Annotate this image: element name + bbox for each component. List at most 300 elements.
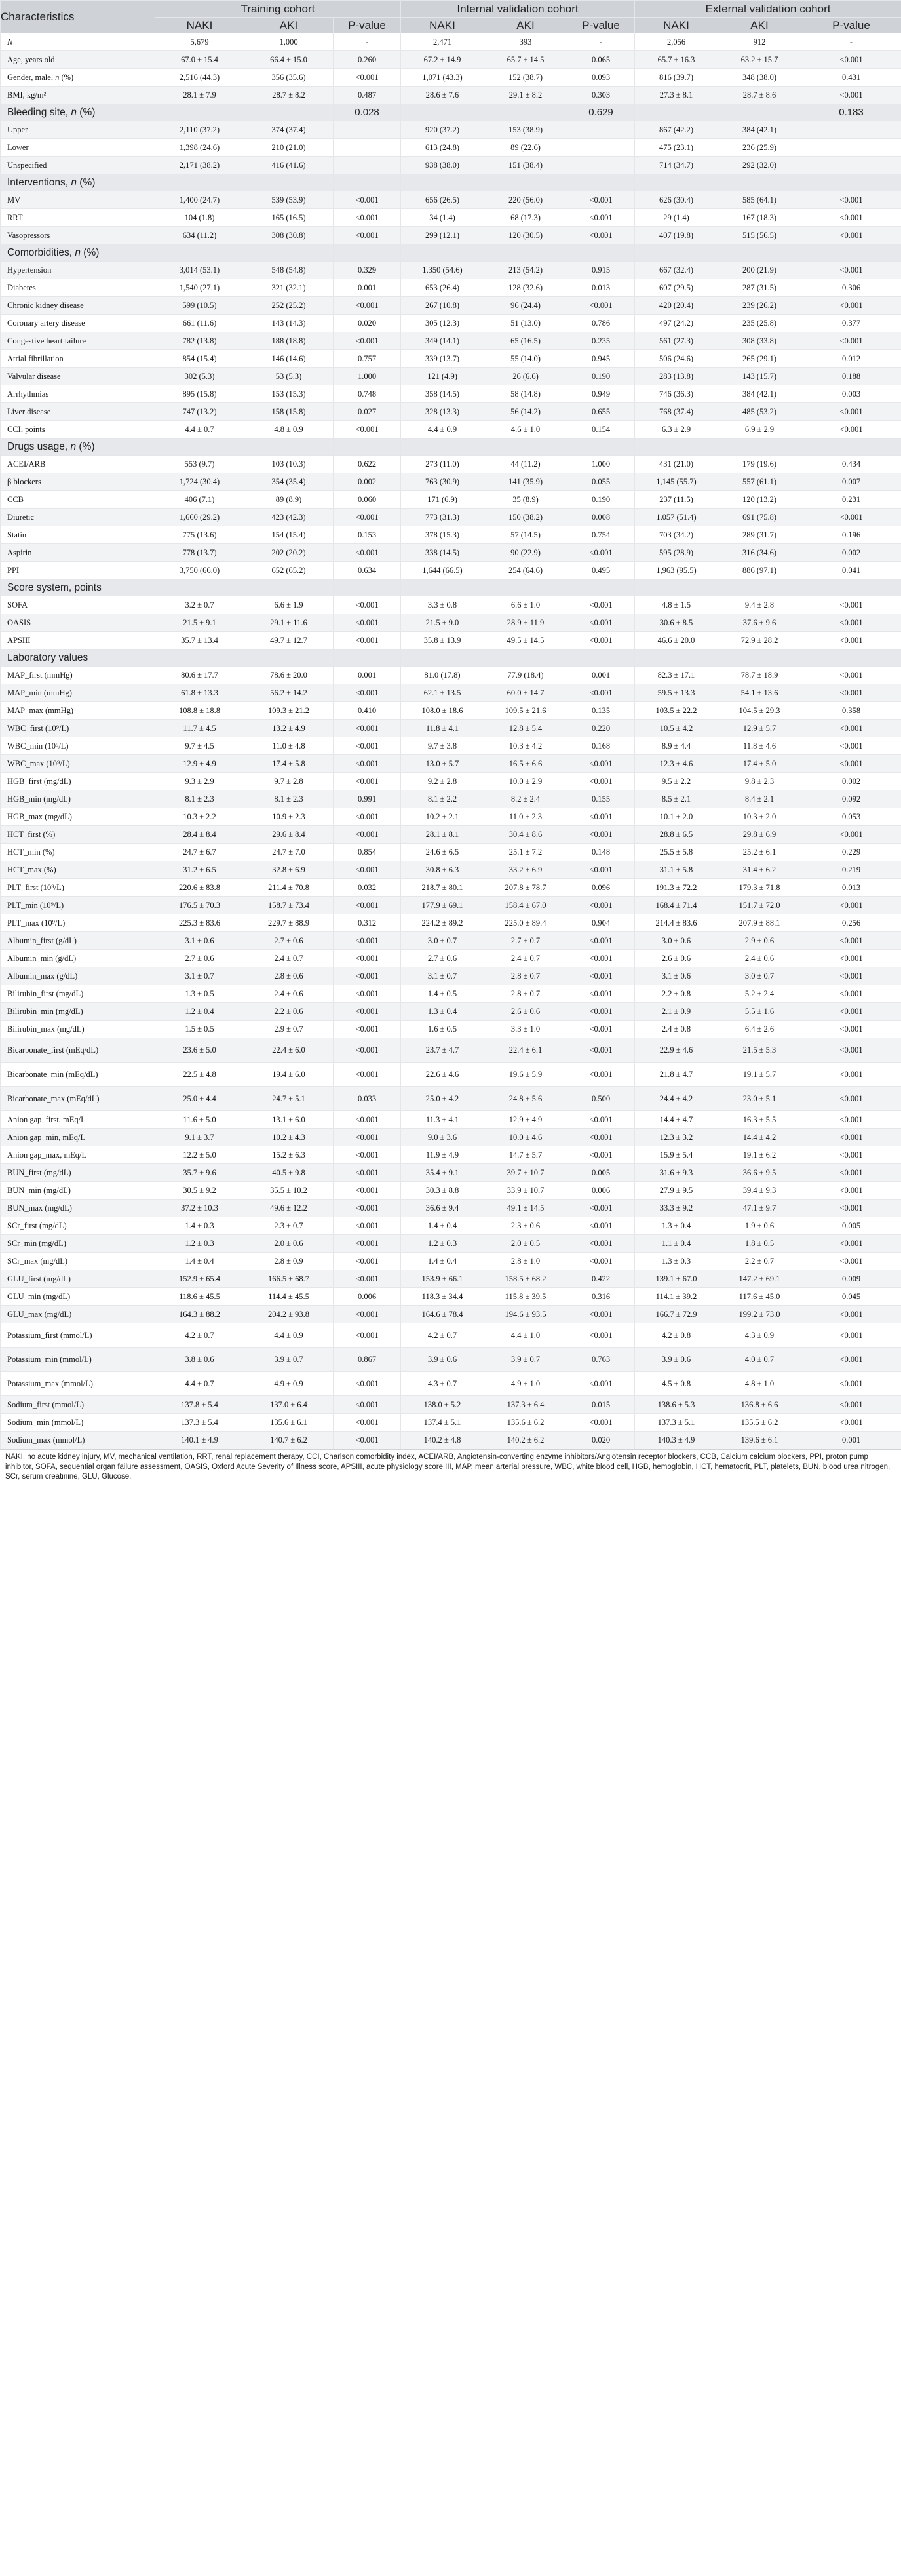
value-cell: 224.2 ± 89.2 bbox=[401, 914, 484, 932]
table-row bbox=[1, 262, 901, 279]
value-cell: 1.3 ± 0.5 bbox=[155, 985, 244, 1003]
row-label: BUN_first (mg/dL) bbox=[1, 1164, 155, 1182]
value-cell: 39.4 ± 9.3 bbox=[718, 1182, 801, 1200]
p-value-cell: <0.001 bbox=[801, 421, 901, 439]
table-header bbox=[1, 1, 901, 33]
value-cell: 151.7 ± 72.0 bbox=[718, 897, 801, 914]
value-cell: 747 (13.2) bbox=[155, 403, 244, 421]
value-cell: 1.4 ± 0.3 bbox=[155, 1217, 244, 1235]
p-value-cell: 0.155 bbox=[567, 790, 635, 808]
p-value-cell: 0.500 bbox=[567, 1087, 635, 1111]
value-cell bbox=[244, 244, 334, 262]
p-value-cell: <0.001 bbox=[567, 808, 635, 826]
value-cell: 152.9 ± 65.4 bbox=[155, 1270, 244, 1288]
value-cell: 8.1 ± 2.3 bbox=[244, 790, 334, 808]
value-cell: 265 (29.1) bbox=[718, 350, 801, 368]
p-value-cell: <0.001 bbox=[334, 1253, 401, 1270]
p-value-cell: 0.229 bbox=[801, 844, 901, 861]
p-value-cell: 0.377 bbox=[801, 315, 901, 332]
value-cell: 703 (34.2) bbox=[635, 526, 718, 544]
value-cell: 32.8 ± 6.9 bbox=[244, 861, 334, 879]
p-value-cell: 0.991 bbox=[334, 790, 401, 808]
p-value-cell bbox=[567, 174, 635, 191]
value-cell: 207.8 ± 78.7 bbox=[484, 879, 567, 897]
value-cell: 746 (36.3) bbox=[635, 385, 718, 403]
value-cell: 9.0 ± 3.6 bbox=[401, 1129, 484, 1146]
table-row bbox=[1, 1038, 901, 1063]
value-cell: 557 (61.1) bbox=[718, 473, 801, 491]
value-cell: 2.8 ± 0.7 bbox=[484, 967, 567, 985]
value-cell: 49.6 ± 12.2 bbox=[244, 1200, 334, 1217]
table-row bbox=[1, 861, 901, 879]
value-cell: 2.7 ± 0.7 bbox=[484, 932, 567, 950]
value-cell: 137.8 ± 5.4 bbox=[155, 1396, 244, 1414]
value-cell: 4.0 ± 0.7 bbox=[718, 1348, 801, 1372]
table-row bbox=[1, 826, 901, 844]
value-cell: 138.0 ± 5.2 bbox=[401, 1396, 484, 1414]
value-cell: 653 (26.4) bbox=[401, 279, 484, 297]
value-cell bbox=[484, 579, 567, 596]
value-cell bbox=[155, 244, 244, 262]
row-label: Albumin_min (g/dL) bbox=[1, 950, 155, 967]
p-value-cell: <0.001 bbox=[801, 737, 901, 755]
table-row bbox=[1, 139, 901, 157]
p-value-cell: <0.001 bbox=[334, 1323, 401, 1348]
table-row bbox=[1, 1414, 901, 1432]
row-label: PLT_first (10⁹/L) bbox=[1, 879, 155, 897]
table-row bbox=[1, 1372, 901, 1396]
row-label: RRT bbox=[1, 209, 155, 227]
row-label: Liver disease bbox=[1, 403, 155, 421]
value-cell: 140.2 ± 6.2 bbox=[484, 1432, 567, 1449]
p-value-cell: <0.001 bbox=[801, 667, 901, 684]
value-cell: 140.2 ± 4.8 bbox=[401, 1432, 484, 1449]
row-label: BUN_max (mg/dL) bbox=[1, 1200, 155, 1217]
value-cell: 656 (26.5) bbox=[401, 191, 484, 209]
value-cell: 151 (38.4) bbox=[484, 157, 567, 174]
value-cell: 65.7 ± 14.5 bbox=[484, 51, 567, 69]
value-cell: 2.2 ± 0.7 bbox=[718, 1253, 801, 1270]
table-footnote: NAKI, no acute kidney injury, MV, mechanical ventilation, RRT, renal replacement therapy, CCI, Charlson comorbidity index, ACEI/ARB, Angiotensin-converting enzyme inhibitors/Angiotensin receptor blockers, CCB, Calcium calcium blockers, PPI, proton pump inhibitor, SOFA, sequential organ failure assessment, OASIS, Oxford Acute Severity of Illness score, APSIII, acute physiology score III, MAP, mean arterial pressure, WBC, white blood cell, HGB, hemoglobin, HCT, hematocrit, PLT, platelets, BUN, blood urea nitrogen, SCr, serum creatinine, GLU, Glucose. bbox=[0, 1449, 901, 1482]
value-cell: 55 (14.0) bbox=[484, 350, 567, 368]
p-value-cell: <0.001 bbox=[801, 51, 901, 69]
p-value-cell: <0.001 bbox=[801, 1021, 901, 1038]
p-value-cell: <0.001 bbox=[334, 297, 401, 315]
header-subcol: NAKI bbox=[155, 18, 244, 33]
value-cell: 254 (64.6) bbox=[484, 562, 567, 579]
row-label: Age, years old bbox=[1, 51, 155, 69]
value-cell: 177.9 ± 69.1 bbox=[401, 897, 484, 914]
value-cell: 168.4 ± 71.4 bbox=[635, 897, 718, 914]
p-value-cell: <0.001 bbox=[334, 897, 401, 914]
value-cell: 595 (28.9) bbox=[635, 544, 718, 562]
value-cell bbox=[484, 244, 567, 262]
table-row bbox=[1, 509, 901, 526]
value-cell: 17.4 ± 5.0 bbox=[718, 755, 801, 773]
value-cell: 12.3 ± 3.2 bbox=[635, 1129, 718, 1146]
p-value-cell: 0.005 bbox=[567, 1164, 635, 1182]
p-value-cell: <0.001 bbox=[801, 1372, 901, 1396]
p-value-cell: <0.001 bbox=[334, 967, 401, 985]
value-cell: 21.8 ± 4.7 bbox=[635, 1063, 718, 1087]
value-cell bbox=[484, 104, 567, 121]
value-cell: 4.2 ± 0.7 bbox=[155, 1323, 244, 1348]
value-cell: 338 (14.5) bbox=[401, 544, 484, 562]
value-cell: 1,057 (51.4) bbox=[635, 509, 718, 526]
p-value-cell: <0.001 bbox=[567, 985, 635, 1003]
value-cell: 775 (13.6) bbox=[155, 526, 244, 544]
value-cell bbox=[401, 579, 484, 596]
p-value-cell: <0.001 bbox=[801, 332, 901, 350]
p-value-cell: <0.001 bbox=[801, 1200, 901, 1217]
p-value-cell: <0.001 bbox=[334, 596, 401, 614]
value-cell: 24.8 ± 5.6 bbox=[484, 1087, 567, 1111]
value-cell: 4.8 ± 0.9 bbox=[244, 421, 334, 439]
p-value-cell: 0.006 bbox=[567, 1182, 635, 1200]
value-cell: 14.7 ± 5.7 bbox=[484, 1146, 567, 1164]
p-value-cell: <0.001 bbox=[801, 985, 901, 1003]
value-cell: 3.0 ± 0.7 bbox=[401, 932, 484, 950]
value-cell: 374 (37.4) bbox=[244, 121, 334, 139]
value-cell: 3.1 ± 0.7 bbox=[401, 967, 484, 985]
p-value-cell: <0.001 bbox=[334, 826, 401, 844]
table-row bbox=[1, 808, 901, 826]
value-cell: 33.2 ± 6.9 bbox=[484, 861, 567, 879]
value-cell bbox=[718, 579, 801, 596]
value-cell: 114.1 ± 39.2 bbox=[635, 1288, 718, 1306]
p-value-cell: <0.001 bbox=[801, 1414, 901, 1432]
value-cell: 2.4 ± 0.8 bbox=[635, 1021, 718, 1038]
value-cell: 21.5 ± 5.3 bbox=[718, 1038, 801, 1063]
row-label: GLU_first (mg/dL) bbox=[1, 1270, 155, 1288]
p-value-cell: <0.001 bbox=[801, 297, 901, 315]
value-cell: 108.8 ± 18.8 bbox=[155, 702, 244, 720]
table-row bbox=[1, 209, 901, 227]
value-cell: 13.0 ± 5.7 bbox=[401, 755, 484, 773]
value-cell: 2.4 ± 0.6 bbox=[244, 985, 334, 1003]
section-header-row bbox=[1, 579, 901, 596]
row-label: SOFA bbox=[1, 596, 155, 614]
value-cell: 199.2 ± 73.0 bbox=[718, 1306, 801, 1323]
value-cell: 19.4 ± 6.0 bbox=[244, 1063, 334, 1087]
p-value-cell: 0.006 bbox=[334, 1288, 401, 1306]
value-cell: 912 bbox=[718, 33, 801, 51]
value-cell: 9.5 ± 2.2 bbox=[635, 773, 718, 790]
p-value-cell: 0.053 bbox=[801, 808, 901, 826]
p-value-cell: 0.220 bbox=[567, 720, 635, 737]
value-cell: 33.3 ± 9.2 bbox=[635, 1200, 718, 1217]
value-cell: 1.2 ± 0.3 bbox=[401, 1235, 484, 1253]
value-cell: 44 (11.2) bbox=[484, 456, 567, 473]
table-row bbox=[1, 1348, 901, 1372]
p-value-cell: <0.001 bbox=[801, 1253, 901, 1270]
p-value-cell: 0.487 bbox=[334, 87, 401, 104]
p-value-cell bbox=[567, 650, 635, 667]
value-cell: 22.9 ± 4.6 bbox=[635, 1038, 718, 1063]
p-value-cell bbox=[801, 244, 901, 262]
row-label: HCT_first (%) bbox=[1, 826, 155, 844]
value-cell: 72.9 ± 28.2 bbox=[718, 632, 801, 650]
value-cell: 1.4 ± 0.4 bbox=[401, 1217, 484, 1235]
p-value-cell: <0.001 bbox=[334, 1182, 401, 1200]
p-value-cell: 0.001 bbox=[567, 667, 635, 684]
value-cell: 30.5 ± 9.2 bbox=[155, 1182, 244, 1200]
row-label: Lower bbox=[1, 139, 155, 157]
table-row bbox=[1, 350, 901, 368]
header-subcol: P-value bbox=[567, 18, 635, 33]
table-row bbox=[1, 1164, 901, 1182]
value-cell: 22.4 ± 6.1 bbox=[484, 1038, 567, 1063]
value-cell: 158.5 ± 68.2 bbox=[484, 1270, 567, 1288]
value-cell: 35.7 ± 9.6 bbox=[155, 1164, 244, 1182]
p-value-cell: <0.001 bbox=[567, 950, 635, 967]
table-row bbox=[1, 1270, 901, 1288]
value-cell: 121 (4.9) bbox=[401, 368, 484, 385]
table-row bbox=[1, 473, 901, 491]
value-cell: 6.4 ± 2.6 bbox=[718, 1021, 801, 1038]
table-row bbox=[1, 279, 901, 297]
row-label: Diuretic bbox=[1, 509, 155, 526]
value-cell: 188 (18.8) bbox=[244, 332, 334, 350]
header-subcol: AKI bbox=[244, 18, 334, 33]
value-cell: 13.1 ± 6.0 bbox=[244, 1111, 334, 1129]
p-value-cell bbox=[334, 650, 401, 667]
value-cell: 9.4 ± 2.8 bbox=[718, 596, 801, 614]
p-value-cell: 0.260 bbox=[334, 51, 401, 69]
p-value-cell: 0.020 bbox=[334, 315, 401, 332]
row-label: PPI bbox=[1, 562, 155, 579]
value-cell: 10.0 ± 4.6 bbox=[484, 1129, 567, 1146]
value-cell: 57 (14.5) bbox=[484, 526, 567, 544]
p-value-cell: <0.001 bbox=[801, 87, 901, 104]
value-cell: 4.4 ± 0.9 bbox=[401, 421, 484, 439]
p-value-cell: 0.904 bbox=[567, 914, 635, 932]
value-cell: 420 (20.4) bbox=[635, 297, 718, 315]
value-cell: 302 (5.3) bbox=[155, 368, 244, 385]
value-cell: 283 (13.8) bbox=[635, 368, 718, 385]
value-cell: 104 (1.8) bbox=[155, 209, 244, 227]
p-value-cell: 0.065 bbox=[567, 51, 635, 69]
row-label: MAP_min (mmHg) bbox=[1, 684, 155, 702]
value-cell: 77.9 (18.4) bbox=[484, 667, 567, 684]
value-cell: 140.3 ± 4.9 bbox=[635, 1432, 718, 1449]
value-cell: 2.1 ± 0.9 bbox=[635, 1003, 718, 1021]
value-cell: 30.3 ± 8.8 bbox=[401, 1182, 484, 1200]
p-value-cell: - bbox=[334, 33, 401, 51]
value-cell: 2.3 ± 0.7 bbox=[244, 1217, 334, 1235]
value-cell: 553 (9.7) bbox=[155, 456, 244, 473]
value-cell: 3.9 ± 0.6 bbox=[401, 1348, 484, 1372]
p-value-cell: <0.001 bbox=[801, 191, 901, 209]
header-characteristics: Characteristics bbox=[1, 1, 155, 33]
value-cell: 548 (54.8) bbox=[244, 262, 334, 279]
value-cell: 497 (24.2) bbox=[635, 315, 718, 332]
row-label: Upper bbox=[1, 121, 155, 139]
value-cell: 29.1 ± 11.6 bbox=[244, 614, 334, 632]
table-row bbox=[1, 1003, 901, 1021]
p-value-cell: 0.854 bbox=[334, 844, 401, 861]
value-cell: 11.0 ± 2.3 bbox=[484, 808, 567, 826]
value-cell bbox=[635, 439, 718, 456]
value-cell: 154 (15.4) bbox=[244, 526, 334, 544]
p-value-cell: <0.001 bbox=[334, 69, 401, 87]
p-value-cell: 0.008 bbox=[567, 509, 635, 526]
value-cell: 1.6 ± 0.5 bbox=[401, 1021, 484, 1038]
header-group-internal-validation: Internal validation cohort bbox=[401, 1, 635, 18]
value-cell: 25.2 ± 6.1 bbox=[718, 844, 801, 861]
value-cell: 82.3 ± 17.1 bbox=[635, 667, 718, 684]
value-cell: 143 (14.3) bbox=[244, 315, 334, 332]
value-cell: 29.6 ± 8.4 bbox=[244, 826, 334, 844]
value-cell: 28.7 ± 8.2 bbox=[244, 87, 334, 104]
p-value-cell bbox=[567, 439, 635, 456]
row-label: Atrial fibrillation bbox=[1, 350, 155, 368]
table-row bbox=[1, 1129, 901, 1146]
value-cell: 407 (19.8) bbox=[635, 227, 718, 244]
value-cell: 2.7 ± 0.6 bbox=[244, 932, 334, 950]
value-cell bbox=[401, 104, 484, 121]
value-cell: 11.3 ± 4.1 bbox=[401, 1111, 484, 1129]
value-cell: 267 (10.8) bbox=[401, 297, 484, 315]
value-cell: 204.2 ± 93.8 bbox=[244, 1306, 334, 1323]
p-value-cell: <0.001 bbox=[801, 1087, 901, 1111]
p-value-cell: <0.001 bbox=[801, 755, 901, 773]
value-cell: 1,000 bbox=[244, 33, 334, 51]
table-row bbox=[1, 315, 901, 332]
value-cell: 78.7 ± 18.9 bbox=[718, 667, 801, 684]
p-value-cell: 0.196 bbox=[801, 526, 901, 544]
value-cell: 128 (32.6) bbox=[484, 279, 567, 297]
table-row bbox=[1, 121, 901, 139]
value-cell: 176.5 ± 70.3 bbox=[155, 897, 244, 914]
p-value-cell: <0.001 bbox=[334, 1038, 401, 1063]
value-cell: 6.6 ± 1.9 bbox=[244, 596, 334, 614]
value-cell: 1.4 ± 0.4 bbox=[401, 1253, 484, 1270]
value-cell: 63.2 ± 15.7 bbox=[718, 51, 801, 69]
value-cell: 289 (31.7) bbox=[718, 526, 801, 544]
value-cell: 179.3 ± 71.8 bbox=[718, 879, 801, 897]
p-value-cell bbox=[801, 650, 901, 667]
value-cell: 53 (5.3) bbox=[244, 368, 334, 385]
p-value-cell: <0.001 bbox=[334, 1217, 401, 1235]
p-value-cell: 0.316 bbox=[567, 1288, 635, 1306]
section-header-row bbox=[1, 104, 901, 121]
row-label: Aspirin bbox=[1, 544, 155, 562]
value-cell: 19.1 ± 6.2 bbox=[718, 1146, 801, 1164]
value-cell: 236 (25.9) bbox=[718, 139, 801, 157]
row-label: Anion gap_max, mEq/L bbox=[1, 1146, 155, 1164]
p-value-cell: 0.434 bbox=[801, 456, 901, 473]
value-cell: 19.1 ± 5.7 bbox=[718, 1063, 801, 1087]
value-cell: 9.7 ± 2.8 bbox=[244, 773, 334, 790]
value-cell: 153 (15.3) bbox=[244, 385, 334, 403]
value-cell: 61.8 ± 13.3 bbox=[155, 684, 244, 702]
p-value-cell: 0.154 bbox=[567, 421, 635, 439]
p-value-cell: <0.001 bbox=[334, 932, 401, 950]
value-cell: 358 (14.5) bbox=[401, 385, 484, 403]
value-cell: 773 (31.3) bbox=[401, 509, 484, 526]
row-label: APSIII bbox=[1, 632, 155, 650]
value-cell: 220 (56.0) bbox=[484, 191, 567, 209]
value-cell: 36.6 ± 9.4 bbox=[401, 1200, 484, 1217]
p-value-cell: 0.007 bbox=[801, 473, 901, 491]
p-value-cell: <0.001 bbox=[334, 720, 401, 737]
p-value-cell: <0.001 bbox=[567, 897, 635, 914]
section-label: Interventions, n (%) bbox=[1, 174, 155, 191]
value-cell: 3,014 (53.1) bbox=[155, 262, 244, 279]
value-cell: 25.0 ± 4.4 bbox=[155, 1087, 244, 1111]
value-cell: 714 (34.7) bbox=[635, 157, 718, 174]
value-cell: 65.7 ± 16.3 bbox=[635, 51, 718, 69]
row-label: MAP_max (mmHg) bbox=[1, 702, 155, 720]
value-cell: 35.7 ± 13.4 bbox=[155, 632, 244, 650]
value-cell: 11.9 ± 4.9 bbox=[401, 1146, 484, 1164]
value-cell: 539 (53.9) bbox=[244, 191, 334, 209]
value-cell bbox=[155, 579, 244, 596]
p-value-cell: <0.001 bbox=[801, 1306, 901, 1323]
p-value-cell: <0.001 bbox=[801, 1348, 901, 1372]
section-label: Drugs usage, n (%) bbox=[1, 439, 155, 456]
value-cell: 2.9 ± 0.7 bbox=[244, 1021, 334, 1038]
table-row bbox=[1, 1146, 901, 1164]
value-cell: 867 (42.2) bbox=[635, 121, 718, 139]
p-value-cell: 0.256 bbox=[801, 914, 901, 932]
value-cell: 305 (12.3) bbox=[401, 315, 484, 332]
p-value-cell: <0.001 bbox=[801, 1146, 901, 1164]
row-label: Anion gap_first, mEq/L bbox=[1, 1111, 155, 1129]
p-value-cell: 0.306 bbox=[801, 279, 901, 297]
value-cell: 3,750 (66.0) bbox=[155, 562, 244, 579]
row-label: GLU_max (mg/dL) bbox=[1, 1306, 155, 1323]
value-cell: 1,660 (29.2) bbox=[155, 509, 244, 526]
value-cell: 103 (10.3) bbox=[244, 456, 334, 473]
value-cell bbox=[484, 439, 567, 456]
value-cell: 235 (25.8) bbox=[718, 315, 801, 332]
value-cell: 39.7 ± 10.7 bbox=[484, 1164, 567, 1182]
p-value-cell: <0.001 bbox=[801, 1323, 901, 1348]
value-cell: 135.6 ± 6.1 bbox=[244, 1414, 334, 1432]
p-value-cell: <0.001 bbox=[334, 1129, 401, 1146]
value-cell: 2.6 ± 0.6 bbox=[635, 950, 718, 967]
value-cell: 854 (15.4) bbox=[155, 350, 244, 368]
value-cell: 11.0 ± 4.8 bbox=[244, 737, 334, 755]
value-cell: 47.1 ± 9.7 bbox=[718, 1200, 801, 1217]
p-value-cell: <0.001 bbox=[801, 209, 901, 227]
section-header-row bbox=[1, 174, 901, 191]
table-row bbox=[1, 1288, 901, 1306]
value-cell bbox=[155, 650, 244, 667]
p-value-cell: <0.001 bbox=[567, 1217, 635, 1235]
value-cell: 1,350 (54.6) bbox=[401, 262, 484, 279]
value-cell: 273 (11.0) bbox=[401, 456, 484, 473]
p-value-cell: 0.002 bbox=[801, 544, 901, 562]
p-value-cell bbox=[567, 579, 635, 596]
value-cell: 661 (11.6) bbox=[155, 315, 244, 332]
value-cell: 139.1 ± 67.0 bbox=[635, 1270, 718, 1288]
p-value-cell bbox=[567, 139, 635, 157]
value-cell: 252 (25.2) bbox=[244, 297, 334, 315]
value-cell: 561 (27.3) bbox=[635, 332, 718, 350]
p-value-cell: <0.001 bbox=[801, 1396, 901, 1414]
value-cell: 165 (16.5) bbox=[244, 209, 334, 227]
value-cell: 10.0 ± 2.9 bbox=[484, 773, 567, 790]
value-cell: 56 (14.2) bbox=[484, 403, 567, 421]
table-row bbox=[1, 1182, 901, 1200]
section-label: Comorbidities, n (%) bbox=[1, 244, 155, 262]
value-cell bbox=[484, 650, 567, 667]
table-row bbox=[1, 667, 901, 684]
value-cell: 11.7 ± 4.5 bbox=[155, 720, 244, 737]
